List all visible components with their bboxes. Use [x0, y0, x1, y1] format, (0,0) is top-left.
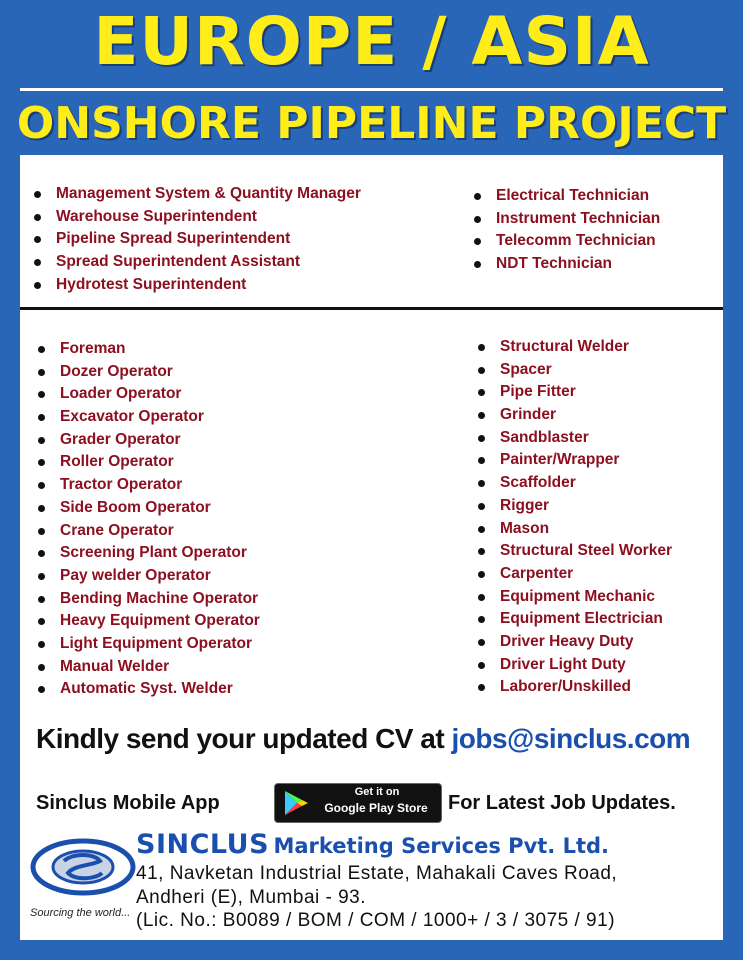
bullet-icon [478, 662, 485, 669]
company-tagline: Sourcing the world... [30, 907, 131, 919]
job-title: Equipment Electrician [500, 610, 663, 628]
job-title: Light Equipment Operator [60, 634, 253, 652]
job-title: Pipeline Spread Superintendent [56, 230, 291, 248]
job-item [470, 631, 672, 654]
job-title: Driver Heavy Duty [500, 632, 634, 650]
bullet-icon [478, 435, 485, 442]
bullet-icon [38, 641, 45, 648]
job-title: Warehouse Superintendent [56, 207, 257, 225]
job-title: Tractor Operator [60, 476, 183, 494]
job-item [26, 274, 361, 297]
bullet-icon [474, 261, 481, 268]
job-item [30, 542, 260, 565]
job-title: Electrical Technician [496, 187, 650, 204]
bullet-icon [38, 482, 45, 489]
job-title: Screening Plant Operator [60, 544, 247, 562]
job-title: Structural Steel Worker [500, 542, 672, 560]
bullet-icon [478, 684, 485, 691]
job-item [30, 338, 260, 361]
section-divider [20, 307, 723, 310]
job-item [466, 185, 660, 208]
company-address-line2: Andheri (E), Mumbai - 93. [136, 887, 367, 908]
job-item [470, 336, 672, 359]
cv-email-link[interactable]: jobs@sinclus.com [451, 723, 691, 754]
job-item [30, 451, 260, 474]
job-item [30, 406, 260, 429]
bullet-icon [38, 459, 45, 466]
job-item [30, 610, 260, 633]
bullet-icon [478, 594, 485, 601]
poster-title: EUROPE / ASIA [93, 3, 650, 80]
job-item [30, 678, 260, 701]
job-item [30, 633, 260, 656]
poster-subtitle: ONSHORE PIPELINE PROJECT [16, 98, 727, 149]
job-title: Spread Superintendent Assistant [56, 253, 301, 271]
job-title: Excavator Operator [60, 408, 204, 426]
job-title: Rigger [500, 496, 550, 514]
job-title: Carpenter [500, 564, 574, 582]
job-item [470, 654, 672, 677]
top-left-job-list [26, 183, 361, 296]
bullet-icon [474, 238, 481, 245]
job-item [30, 497, 260, 520]
bullet-icon [478, 389, 485, 396]
bullet-icon [478, 548, 485, 555]
job-title: Painter/Wrapper [500, 451, 620, 469]
job-title: Pipe Fitter [500, 383, 576, 401]
job-title: Instrument Technician [496, 209, 661, 227]
job-title: Grader Operator [60, 430, 181, 448]
job-item [466, 208, 660, 231]
company-address-line1: 41, Navketan Industrial Estate, Mahakali Caves Road, [136, 863, 618, 884]
bullet-icon [38, 618, 45, 625]
job-item [466, 230, 660, 253]
job-item [466, 253, 660, 276]
bullet-icon [34, 236, 41, 243]
job-title: Heavy Equipment Operator [60, 612, 260, 630]
bullet-icon [478, 616, 485, 623]
job-title: Automatic Syst. Welder [60, 680, 233, 698]
job-item [470, 608, 672, 631]
bullet-icon [38, 505, 45, 512]
job-item [470, 359, 672, 382]
job-item [26, 251, 361, 274]
bullet-icon [34, 259, 41, 266]
job-item [26, 183, 361, 206]
job-title: Equipment Mechanic [500, 587, 656, 605]
job-title: Manual Welder [60, 657, 170, 675]
job-title: Driver Light Duty [500, 655, 626, 673]
content-panel [20, 155, 723, 940]
job-item [470, 586, 672, 609]
job-item [26, 228, 361, 251]
bullet-icon [478, 412, 485, 419]
bullet-icon [38, 391, 45, 398]
bullet-icon [38, 346, 45, 353]
job-title: Laborer/Unskilled [500, 678, 631, 696]
job-item [26, 206, 361, 229]
bullet-icon [38, 596, 45, 603]
bullet-icon [38, 437, 45, 444]
job-title: Side Boom Operator [60, 498, 211, 516]
job-title: Roller Operator [60, 453, 174, 471]
bullet-icon [38, 414, 45, 421]
job-item [470, 427, 672, 450]
bullet-icon [478, 457, 485, 464]
cv-prefix: Kindly send your updated CV at [36, 723, 445, 754]
job-title: Hydrotest Superintendent [56, 275, 247, 293]
bullet-icon [38, 550, 45, 557]
job-title: Sandblaster [500, 428, 589, 446]
company-name-rest: Marketing Services Pvt. Ltd. [273, 834, 610, 858]
job-item [30, 429, 260, 452]
job-item [470, 518, 672, 541]
job-item [30, 474, 260, 497]
job-item [470, 381, 672, 404]
job-item [470, 449, 672, 472]
cv-instruction [36, 723, 726, 755]
app-label: Sinclus Mobile App [36, 792, 220, 814]
bullet-icon [478, 344, 485, 351]
bullet-icon [478, 367, 485, 374]
google-play-icon [281, 789, 311, 817]
bullet-icon [38, 369, 45, 376]
job-title: Loader Operator [60, 385, 182, 403]
bullet-icon [474, 216, 481, 223]
bullet-icon [478, 526, 485, 533]
bullet-icon [38, 573, 45, 580]
job-title: Telecomm Technician [496, 232, 656, 250]
job-title: Mason [500, 519, 550, 537]
google-play-badge[interactable] [274, 783, 442, 823]
badge-big-text: Google Play Store [324, 801, 428, 815]
job-title: Scaffolder [500, 474, 576, 492]
job-item [470, 540, 672, 563]
job-title: Crane Operator [60, 521, 174, 539]
bullet-icon [34, 191, 41, 198]
job-item [470, 404, 672, 427]
job-item [470, 495, 672, 518]
company-license: (Lic. No.: B0089 / BOM / COM / 1000+ / 3 / 3075 / 91) [136, 910, 616, 931]
app-suffix: For Latest Job Updates. [448, 792, 676, 814]
job-title: Spacer [500, 360, 552, 378]
badge-small-text: Get it on [354, 786, 400, 798]
job-title: Dozer Operator [60, 362, 173, 380]
title-divider [20, 88, 723, 91]
bullet-icon [34, 214, 41, 221]
job-title: Grinder [500, 406, 556, 424]
bullet-icon [478, 571, 485, 578]
job-title: Structural Welder [500, 338, 629, 355]
job-item [30, 565, 260, 588]
company-brand: SINCLUS [136, 829, 270, 860]
job-item [470, 472, 672, 495]
job-title: Pay welder Operator [60, 566, 211, 584]
bullet-icon [38, 686, 45, 693]
bullet-icon [38, 664, 45, 671]
bottom-right-job-list [470, 336, 672, 699]
job-item [30, 520, 260, 543]
job-item [470, 676, 672, 699]
job-title: Bending Machine Operator [60, 589, 259, 607]
job-title: NDT Technician [496, 255, 612, 273]
top-right-job-list [466, 185, 660, 276]
job-title: Management System & Quantity Manager [56, 185, 361, 202]
bullet-icon [478, 639, 485, 646]
job-item [470, 563, 672, 586]
app-promo [36, 783, 726, 823]
job-item [30, 588, 260, 611]
company-name [136, 829, 609, 860]
bullet-icon [478, 503, 485, 510]
bullet-icon [474, 193, 481, 200]
bullet-icon [38, 528, 45, 535]
bullet-icon [34, 282, 41, 289]
bottom-left-job-list [30, 338, 260, 701]
sinclus-logo-icon [28, 831, 138, 901]
bullet-icon [478, 480, 485, 487]
job-title: Foreman [60, 340, 126, 357]
job-item [30, 361, 260, 384]
job-item [30, 383, 260, 406]
job-item [30, 656, 260, 679]
